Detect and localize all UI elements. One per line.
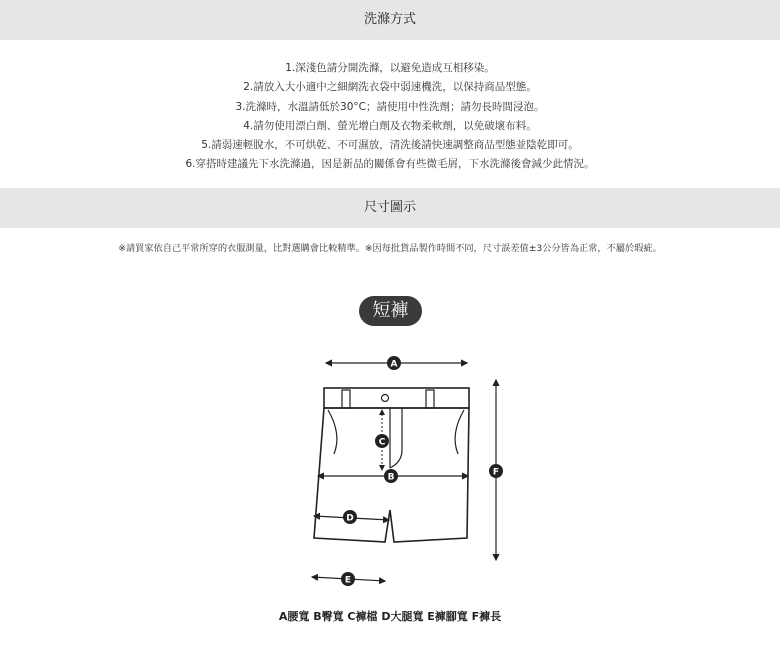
care-instructions	[0, 59, 780, 175]
care-line: 5.請弱速輕脫水，不可烘乾、不可濕放，清洗後請快速調整商品型態並陰乾即可。	[201, 139, 579, 152]
care-line: 1.深淺色請分開洗滌，以避免造成互相移染。	[285, 62, 495, 74]
marker-a-label: A	[390, 359, 398, 370]
size-section-header	[0, 188, 780, 228]
waistband-outline	[324, 388, 469, 408]
marker-b-label: B	[387, 472, 395, 483]
marker-e-label: E	[344, 575, 352, 586]
care-section-header	[0, 0, 780, 40]
care-line: 6.穿搭時建議先下水洗滌過，因是新品的關係會有些微毛屑，下水洗滌後會減少此情況。	[185, 158, 595, 171]
marker-d-label: D	[346, 513, 354, 524]
size-section-title: 尺寸圖示	[363, 200, 416, 215]
shorts-badge: 短褲	[359, 296, 422, 326]
care-line: 3.洗滌時，水溫請低於30°C；請使用中性洗劑；請勿長時間浸泡。	[235, 100, 545, 113]
shorts-diagram	[290, 350, 530, 595]
care-line: 2.請放入大小適中之細網洗衣袋中弱速機洗，以保持商品型態。	[243, 81, 537, 94]
marker-f-label: F	[492, 467, 500, 478]
care-line: 4.請勿使用漂白劑、螢光增白劑及衣物柔軟劑，以免破壞布料。	[243, 119, 537, 132]
size-note: ※請買家依自己平常所穿的衣服測量，比對選購會比較精準。※因每批貨品製作時間不同，尺寸誤差值±3公分皆為正常，不屬於瑕疵。	[118, 243, 662, 254]
care-section-title: 洗滌方式	[363, 12, 416, 27]
measurement-legend: A腰寬 B臀寬 C褲檔 D大腿寬 E褲腳寬 F褲長	[278, 610, 502, 623]
marker-c-label: C	[378, 437, 386, 448]
